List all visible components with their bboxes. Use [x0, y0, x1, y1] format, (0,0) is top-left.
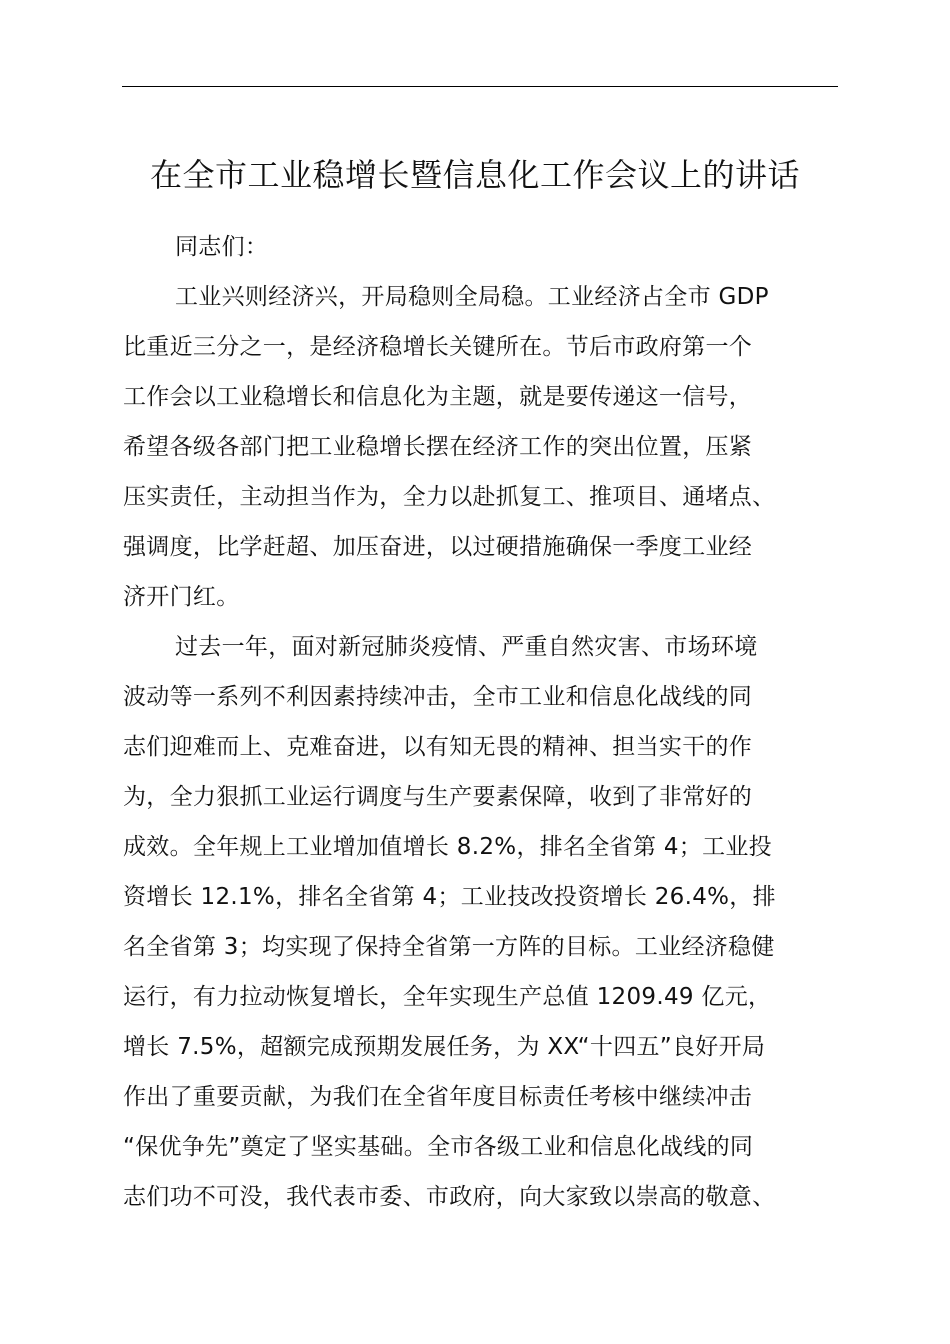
text-line: 志们功不可没，我代表市委、市政府，向大家致以崇高的敬意、 [123, 1184, 776, 1210]
text-line: 比重近三分之一，是经济稳增长关键所在。节后市政府第一个 [123, 334, 753, 360]
text-line: 同志们： [175, 234, 269, 260]
text-line: 增长 7.5%，超额完成预期发展任务，为 XX“十四五”良好开局 [123, 1034, 766, 1060]
text-line: 为，全力狠抓工业运行调度与生产要素保障，收到了非常好的 [123, 784, 753, 810]
text-line: 成效。全年规上工业增加值增长 8.2%，排名全省第 4；工业投 [123, 834, 772, 860]
document-title: 在全市工业稳增长暨信息化工作会议上的讲话 [149, 156, 800, 194]
text-line: 名全省第 3；均实现了保持全省第一方阵的目标。工业经济稳健 [123, 934, 775, 960]
text-line: 强调度，比学赶超、加压奋进，以过硬措施确保一季度工业经 [123, 534, 753, 560]
text-line: 济开门红。 [123, 584, 240, 610]
header-rule [122, 86, 838, 87]
text-line: 运行，有力拉动恢复增长，全年实现生产总值 1209.49 亿元， [123, 984, 772, 1010]
text-line: 工业兴则经济兴，开局稳则全局稳。工业经济占全市 GDP [175, 284, 769, 310]
text-line: 作出了重要贡献，为我们在全省年度目标责任考核中继续冲击 [123, 1084, 753, 1110]
text-line: 资增长 12.1%，排名全省第 4；工业技改投资增长 26.4%，排 [123, 884, 776, 910]
text-line: 波动等一系列不利因素持续冲击，全市工业和信息化战线的同 [123, 684, 753, 710]
text-line: 希望各级各部门把工业稳增长摆在经济工作的突出位置，压紧 [123, 434, 753, 460]
text-line: 志们迎难而上、克难奋进，以有知无畏的精神、担当实干的作 [123, 734, 753, 760]
document-body [123, 222, 843, 1222]
text-line: 工作会以工业稳增长和信息化为主题，就是要传递这一信号， [123, 384, 753, 410]
text-line: 压实责任，主动担当作为，全力以赴抓复工、推项目、通堵点、 [123, 484, 776, 510]
text-line: “保优争先”奠定了坚实基础。全市各级工业和信息化战线的同 [123, 1134, 754, 1160]
text-line: 过去一年，面对新冠肺炎疫情、严重自然灾害、市场环境 [175, 634, 758, 660]
